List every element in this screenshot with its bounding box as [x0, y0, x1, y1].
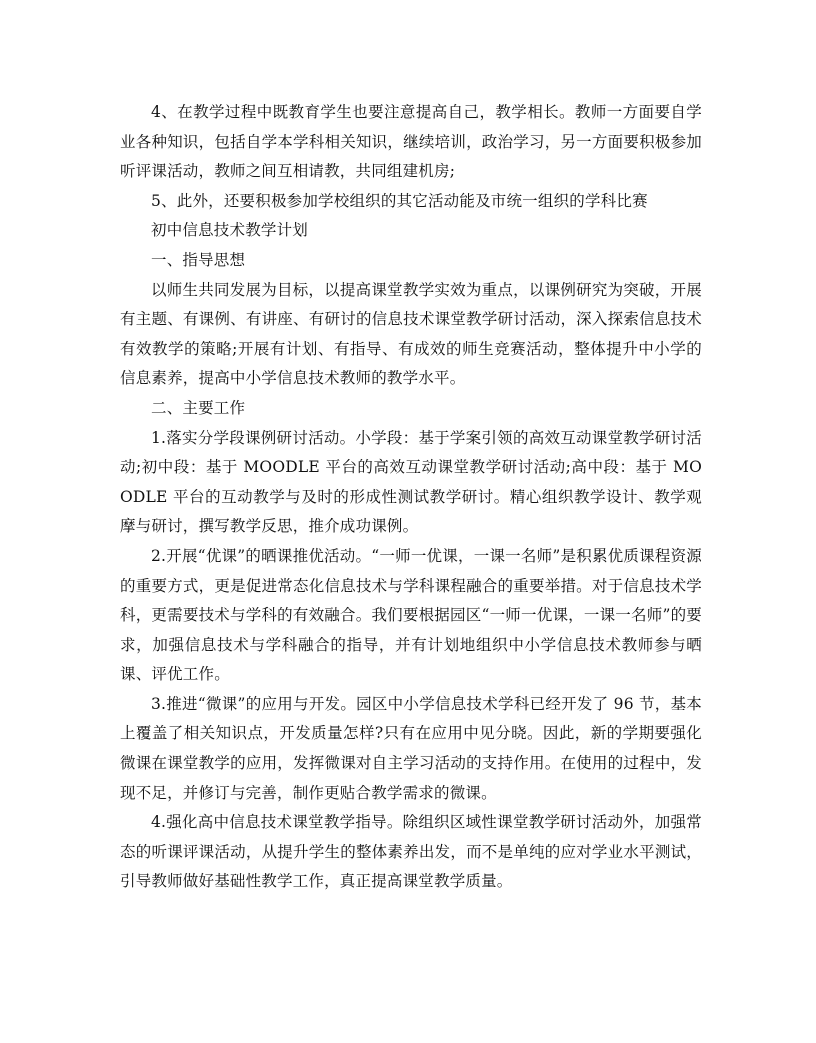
paragraph-item-4: 4.强化高中信息技术课堂教学指导。除组织区域性课堂教学研讨活动外，加强常态的听课评课活动，从提升学生的整体素养出发，而不是单纯的应对学业水平测试，引导教师做好基础性教学工作，真正提高课堂教学质量。	[120, 813, 702, 891]
paragraph-item-1: 1.落实分学段课例研讨活动。小学段：基于学案引领的高效互动课堂教学研讨活动;初中段：基于 MOODLE 平台的高效互动课堂教学研讨活动;高中段：基于 MOODLE 平台的互动教学与及时的形成性测试教学研讨。精心组织教学设计、教学观摩与研讨，撰写教学反思，推介成功课例。	[120, 428, 702, 536]
paragraph-activities: 5、此外，还要积极参加学校组织的其它活动能及市统一组织的学科比赛	[151, 191, 648, 210]
paragraph-item-2: 2.开展“优课”的晒课推优活动。“一师一优课，一课一名师”是积累优质课程资源的重要方式，更是促进常态化信息技术与学科课程融合的重要举措。对于信息技术学科，更需要技术与学科的有效融合。我们要根据园区“一师一优课，一课一名师”的要求，加强信息技术与学科融合的指导，并有计划地组织中小学信息技术教师参与晒课、评优工作。	[120, 546, 702, 684]
plan-title: 初中信息技术教学计划	[151, 221, 309, 240]
section-heading-guiding-ideology: 一、指导思想	[151, 250, 246, 269]
paragraph-teaching-growth: 4、在教学过程中既教育学生也要注意提高自己，教学相长。教师一方面要自学业各种知识，包括自学本学科相关知识，继续培训，政治学习，另一方面要积极参加听评课活动，教师之间互相请教，共同组建机房;	[120, 103, 702, 181]
paragraph-item-3: 3.推进“微课”的应用与开发。园区中小学信息技术学科已经开发了 96 节，基本上覆盖了相关知识点，开发质量怎样?只有在应用中见分晓。因此，新的学期要强化微课在课堂教学的应用，发挥微课对自主学习活动的支持作用。在使用的过程中，发现不足，并修订与完善，制作更贴合教学需求的微课。	[120, 694, 702, 802]
paragraph-guiding-ideology: 以师生共同发展为目标，以提高课堂教学实效为重点，以课例研究为突破，开展有主题、有课例、有讲座、有研讨的信息技术课堂教学研讨活动，深入探索信息技术有效教学的策略;开展有计划、有指导、有成效的师生竞赛活动，整体提升中小学的信息素养，提高中小学信息技术教师的教学水平。	[120, 280, 702, 388]
section-heading-main-work: 二、主要工作	[151, 398, 246, 417]
document-page	[120, 98, 702, 897]
